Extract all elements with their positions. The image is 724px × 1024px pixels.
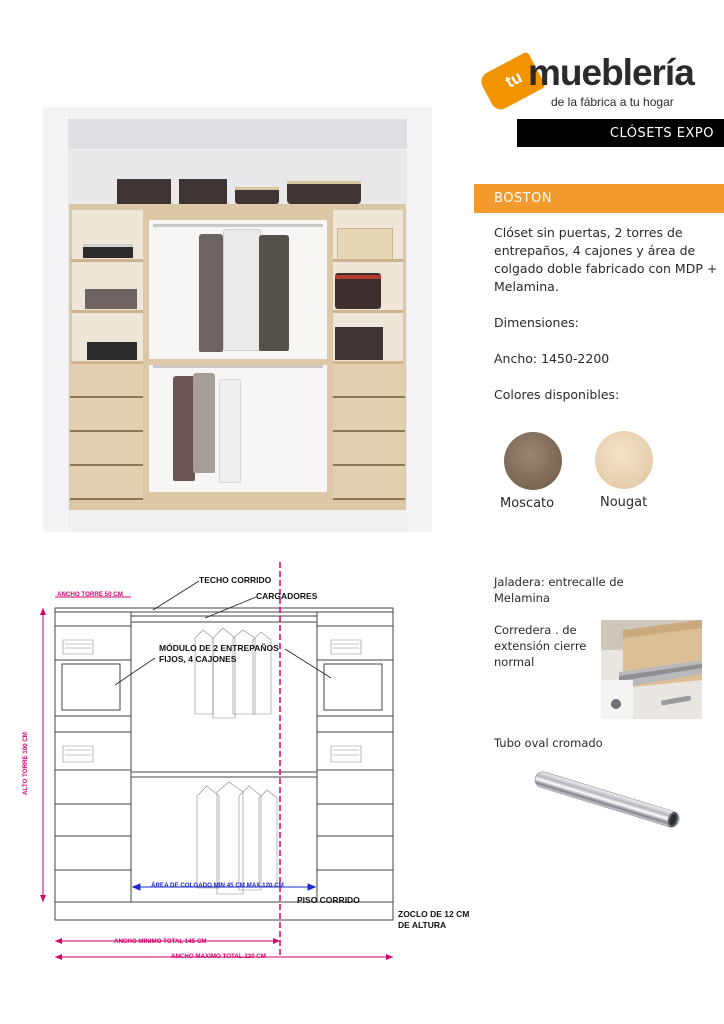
label-ancho-min: ANCHO MINIMO TOTAL 145 CM (114, 938, 207, 945)
label-area-colgado: ÁREA DE COLGADO MIN 45 CM MAX 120 CM (151, 882, 284, 889)
label-piso: PISO CORRIDO (297, 895, 360, 905)
label-ancho-max: ANCHO MAXIMO TOTAL 220 CM (171, 953, 266, 960)
colors-label: Colores disponibles: (494, 387, 620, 402)
closet-photo (43, 107, 432, 532)
label-cargadores: CARGADORES (256, 591, 318, 601)
swatch-label-moscato: Moscato (500, 496, 555, 511)
label-ancho-torre: ANCHO TORRE 50 CM (57, 591, 123, 598)
label-techo: TECHO CORRIDO (199, 575, 272, 585)
chrome-rod-photo (526, 768, 692, 832)
logo-tag-text: tu (502, 67, 526, 92)
feature-slide: Corredera . de extensión cierre normal (494, 623, 587, 669)
feature-handle: Jaladera: entrecalle de Melamina (494, 575, 624, 605)
width-label: Ancho: 1450-2200 (494, 351, 610, 366)
logo-wordmark: mueblería (528, 52, 694, 93)
product-name: BOSTON (494, 191, 553, 206)
swatch-nougat (595, 431, 653, 489)
product-description: Clóset sin puertas, 2 torres de entrepaños, 4 cajones y área de colgado doble fabricado con MDP + Melamina. (494, 225, 718, 294)
swatch-moscato (504, 432, 562, 490)
logo-tagline: de la fábrica a tu hogar (551, 95, 674, 109)
product-banner (474, 184, 724, 213)
label-modulo: MÓDULO DE 2 ENTREPAÑOS FIJOS, 4 CAJONES (159, 643, 279, 664)
swatch-label-nougat: Nougat (600, 495, 648, 510)
dimensions-label: Dimensiones: (494, 315, 579, 330)
label-alto-torre: ALTO TORRE 190 CM (21, 732, 29, 795)
feature-rod: Tubo oval cromado (494, 736, 603, 750)
section-banner (517, 119, 724, 147)
product-info (494, 224, 720, 404)
label-zoclo: ZOCLO DE 12 CM DE ALTURA (398, 909, 470, 930)
drawer-slide-photo (601, 620, 702, 719)
section-title: CLÓSETS EXPO (609, 125, 714, 141)
